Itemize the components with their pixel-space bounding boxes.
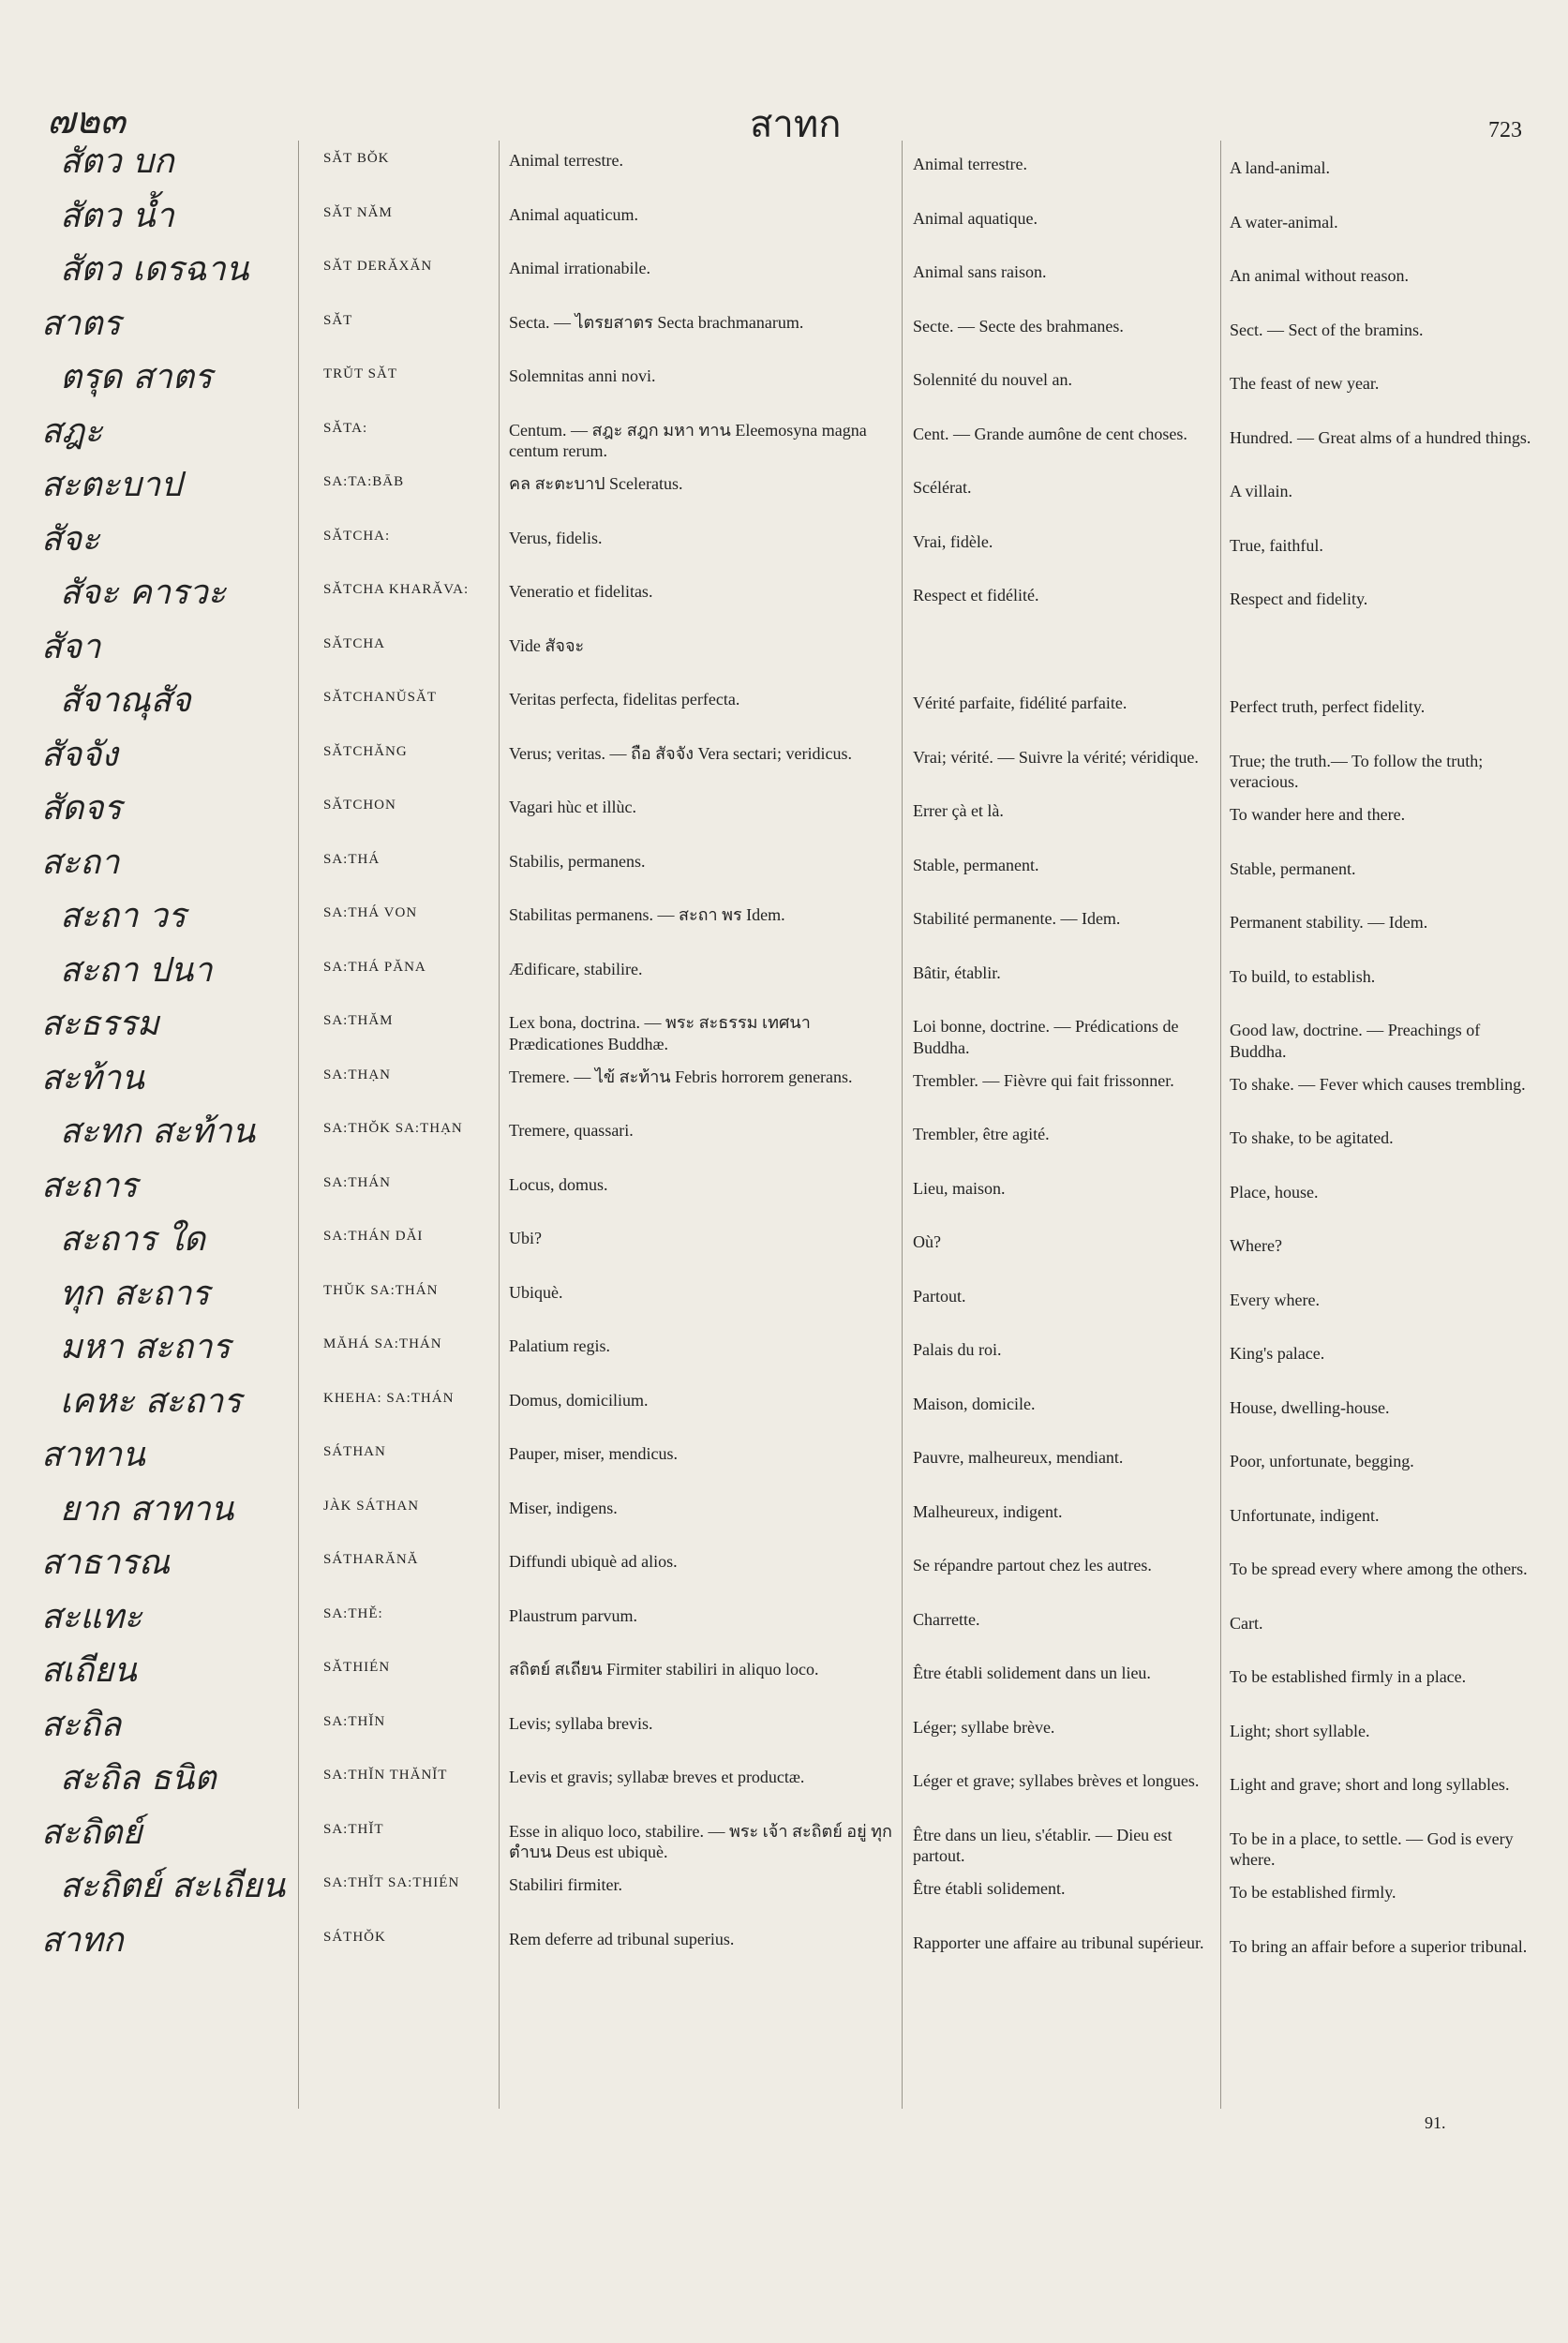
latin-definition: Animal terrestre.: [509, 151, 623, 170]
entry-row: [0, 1432, 1568, 1486]
entry-row: [0, 893, 1568, 948]
english-definition: Light; short syllable.: [1230, 1721, 1370, 1740]
latin-definition: Palatium regis.: [509, 1336, 610, 1355]
entry-row: [0, 516, 1568, 571]
entry-row: [0, 462, 1568, 516]
romanization: SǍT DERǍXǍN: [323, 259, 433, 274]
entry-list: [0, 139, 1568, 1971]
romanization: SǍTCHA KHARǍVA:: [323, 582, 470, 597]
romanization: SA:THĚ:: [323, 1605, 383, 1621]
english-definition: Sect. — Sect of the bramins.: [1230, 320, 1424, 339]
english-definition: Hundred. — Great alms of a hundred things.: [1230, 427, 1531, 447]
entry-row: [0, 840, 1568, 894]
romanization: SA:THĂM: [323, 1013, 394, 1028]
french-definition: Partout.: [913, 1286, 966, 1306]
french-definition: Être dans un lieu, s'établir. — Dieu est partout.: [913, 1825, 1172, 1865]
romanization: SǍTCHĂNG: [323, 743, 408, 759]
romanization: SǍT NǍM: [323, 204, 393, 220]
thai-headword: สาธารณ: [41, 1544, 171, 1582]
entry-row: [0, 1109, 1568, 1163]
romanization: JÀK SÁTHAN: [323, 1498, 420, 1514]
romanization: SÁTHAN: [323, 1444, 386, 1459]
entry-row: [0, 1702, 1568, 1756]
entry-row: [0, 354, 1568, 409]
french-definition: Charrette.: [913, 1609, 980, 1629]
latin-definition: Levis; syllaba brevis.: [509, 1713, 653, 1733]
french-definition: Scélérat.: [913, 478, 972, 497]
entry-row: [0, 301, 1568, 355]
latin-definition: Animal aquaticum.: [509, 204, 638, 224]
english-definition: Where?: [1230, 1236, 1282, 1255]
english-definition: Place, house.: [1230, 1182, 1319, 1201]
english-definition: A water-animal.: [1230, 212, 1338, 231]
entry-row: [0, 785, 1568, 840]
french-definition: Solennité du nouvel an.: [913, 370, 1072, 389]
latin-definition: Miser, indigens.: [509, 1498, 618, 1517]
english-definition: A villain.: [1230, 482, 1292, 500]
french-definition: Rapporter une affaire au tribunal supérieur.: [913, 1933, 1204, 1952]
romanization: SA:THÁ VON: [323, 905, 418, 920]
entry-row: [0, 1918, 1568, 1972]
romanization: SǍTHIÉN: [323, 1660, 391, 1675]
entry-row: [0, 1324, 1568, 1379]
entry-row: [0, 1271, 1568, 1325]
romanization: SǍTA:: [323, 420, 368, 436]
latin-definition: Vagari hùc et illùc.: [509, 798, 636, 816]
entry-row: [0, 1755, 1568, 1810]
entry-row: [0, 409, 1568, 463]
english-definition: Respect and fidelity.: [1230, 589, 1368, 608]
french-definition: Lieu, maison.: [913, 1178, 1006, 1198]
thai-headword: สัตว บก: [60, 142, 174, 181]
thai-headword: สะธรรม: [41, 1005, 159, 1043]
romanization: MĂHÁ SA:THÁN: [323, 1336, 442, 1351]
entry-row: [0, 1810, 1568, 1869]
latin-definition: Veritas perfecta, fidelitas perfecta.: [509, 690, 740, 709]
french-definition: Secte. — Secte des brahmanes.: [913, 316, 1124, 336]
romanization: SǍTCHON: [323, 798, 396, 813]
latin-definition: Tremere, quassari.: [509, 1121, 634, 1140]
romanization: SA:THÁN: [323, 1174, 392, 1190]
latin-definition: Stabiliri firmiter.: [509, 1875, 622, 1894]
latin-definition: Tremere. — ไข้ สะท้าน Febris horrorem generans.: [509, 1067, 853, 1086]
english-definition: Cart.: [1230, 1613, 1263, 1633]
english-definition: Stable, permanent.: [1230, 858, 1356, 878]
romanization: SA:THẠN: [323, 1067, 392, 1082]
latin-definition: Solemnitas anni novi.: [509, 366, 656, 385]
entry-row: [0, 139, 1568, 193]
latin-definition: Esse in aliquo loco, stabilire. — พระ เจ้า สะถิตย์ อยู่ ทุก ตำบน Deus est ubiquè.: [509, 1821, 892, 1861]
thai-headword: สะถิตย์: [41, 1813, 142, 1852]
thai-headword: ทุก สะถาร: [60, 1274, 210, 1313]
romanization: SǍTCHANŬSǍT: [323, 690, 438, 705]
page-number-thai: ๗๒๓: [47, 99, 126, 142]
thai-headword: สัจจัง: [41, 735, 118, 774]
thai-headword: ยาก สาทาน: [60, 1489, 234, 1529]
latin-definition: สถิตย์ สเถียน Firmiter stabiliri in aliquo loco.: [509, 1660, 819, 1679]
latin-definition: Locus, domus.: [509, 1174, 608, 1194]
french-definition: Malheureux, indigent.: [913, 1501, 1063, 1521]
latin-definition: Verus, fidelis.: [509, 528, 603, 547]
romanization: SA:THÁ: [323, 851, 381, 867]
latin-definition: Secta. — ไตรยสาตร Secta brachmanarum.: [509, 312, 804, 332]
french-definition: Vérité parfaite, fidélité parfaite.: [913, 694, 1127, 712]
romanization: KHEHA: SA:THÁN: [323, 1390, 455, 1406]
romanization: SÁTHŎK: [323, 1929, 386, 1945]
french-definition: Loi bonne, doctrine. — Prédications de Buddha.: [913, 1017, 1179, 1057]
french-definition: Animal sans raison.: [913, 262, 1047, 281]
english-definition: A land-animal.: [1230, 158, 1330, 177]
thai-headword: สาตร: [41, 304, 121, 343]
thai-headword: สะถา วร: [60, 897, 187, 935]
entry-row: [0, 1540, 1568, 1594]
french-definition: Palais du roi.: [913, 1340, 1002, 1359]
french-definition: Où?: [913, 1232, 941, 1251]
french-definition: Vrai; vérité. — Suivre la vérité; véridique.: [913, 747, 1199, 767]
french-definition: Bâtir, établir.: [913, 963, 1001, 982]
english-definition: Every where.: [1230, 1290, 1320, 1309]
romanization: SA:THÁN DǍI: [323, 1229, 424, 1244]
entry-row: [0, 193, 1568, 247]
english-definition: Poor, unfortunate, begging.: [1230, 1452, 1414, 1470]
english-definition: Perfect truth, perfect fidelity.: [1230, 697, 1426, 716]
thai-headword: สะถาร: [41, 1166, 138, 1205]
thai-headword: มหา สะถาร: [60, 1328, 231, 1366]
french-definition: Être établi solidement dans un lieu.: [913, 1664, 1151, 1682]
page-number: 723: [1488, 118, 1522, 142]
latin-definition: Pauper, miser, mendicus.: [509, 1444, 679, 1463]
latin-definition: Domus, domicilium.: [509, 1390, 649, 1410]
thai-headword: สัจะ คารวะ: [60, 574, 227, 612]
romanization: TRŬT SǍT: [323, 366, 397, 381]
english-definition: To be established firmly.: [1230, 1883, 1396, 1902]
thai-headword: สาทก: [41, 1920, 124, 1960]
thai-headword: สะถิล ธนิต: [60, 1759, 217, 1798]
entry-row: [0, 1163, 1568, 1217]
latin-definition: คล สะตะบาป Sceleratus.: [509, 474, 683, 493]
french-definition: Maison, domicile.: [913, 1394, 1036, 1413]
latin-definition: Vide สัจจะ: [509, 635, 585, 655]
romanization: SA:THǏT SA:THIÉN: [323, 1875, 460, 1890]
french-definition: Animal aquatique.: [913, 208, 1038, 228]
romanization: SA:TA:BĀB: [323, 474, 405, 489]
french-definition: Respect et fidélité.: [913, 586, 1039, 604]
english-definition: Unfortunate, indigent.: [1230, 1505, 1380, 1525]
latin-definition: Levis et gravis; syllabæ breves et productæ.: [509, 1768, 805, 1786]
entry-row: [0, 570, 1568, 624]
thai-headword: สะถา ปนา: [60, 950, 213, 990]
thai-headword: เคหะ สะถาร: [60, 1381, 242, 1421]
french-definition: Trembler, être agité.: [913, 1125, 1050, 1143]
french-definition: Vrai, fidèle.: [913, 531, 993, 551]
page-headword: สาทก: [750, 103, 842, 146]
thai-headword: สะถิตย์ สะเถียน: [60, 1867, 286, 1905]
romanization: SǍTCHA:: [323, 528, 391, 544]
entry-row: [0, 1594, 1568, 1649]
thai-headword: สะแทะ: [41, 1597, 142, 1636]
thai-headword: สัจา: [41, 627, 101, 666]
entry-row: [0, 678, 1568, 732]
romanization: THŬK SA:THÁN: [323, 1282, 439, 1298]
romanization: SA:THÁ PĂNA: [323, 959, 426, 975]
english-definition: To build, to establish.: [1230, 966, 1376, 986]
latin-definition: Veneratio et fidelitas.: [509, 582, 653, 601]
french-definition: Cent. — Grande aumône de cent choses.: [913, 424, 1187, 443]
entry-row: [0, 732, 1568, 791]
thai-headword: สะถาร ใด: [60, 1220, 206, 1259]
english-definition: The feast of new year.: [1230, 374, 1380, 393]
french-definition: Pauvre, malheureux, mendiant.: [913, 1448, 1124, 1467]
thai-headword: สะท้าน: [41, 1058, 144, 1097]
french-definition: Léger; syllabe brève.: [913, 1717, 1055, 1737]
thai-headword: สเถียน: [41, 1651, 137, 1690]
romanization: SA:THǏN THĂNǏT: [323, 1768, 448, 1783]
english-definition: To shake, to be agitated.: [1230, 1128, 1394, 1147]
french-definition: Animal terrestre.: [913, 155, 1027, 173]
english-definition: King's palace.: [1230, 1344, 1325, 1363]
latin-definition: Lex bona, doctrina. — พระ สะธรรม เทศนา Prædicationes Buddhæ.: [509, 1013, 811, 1053]
latin-definition: Diffundi ubiquè ad alios.: [509, 1552, 678, 1571]
thai-headword: สัจาณุสัจ: [60, 681, 191, 720]
romanization: SA:THǏN: [323, 1713, 386, 1729]
latin-definition: Centum. — สฎะ สฎก มหา ทาน Eleemosyna magna centum rerum.: [509, 420, 867, 460]
romanization: SÁTHARĂNĂ: [323, 1552, 419, 1567]
french-definition: Stabilité permanente. — Idem.: [913, 909, 1121, 928]
latin-definition: Verus; veritas. — ถือ สัจจัง Vera sectari; veridicus.: [509, 743, 852, 763]
english-definition: Permanent stability. — Idem.: [1230, 913, 1428, 932]
entry-row: [0, 1486, 1568, 1541]
latin-definition: Ubiquè.: [509, 1282, 563, 1302]
entry-row: [0, 246, 1568, 301]
romanization: SA:THŎK SA:THẠN: [323, 1121, 463, 1136]
thai-headword: สัตว น้ำ: [60, 196, 174, 235]
english-definition: True; the truth.— To follow the truth; veracious.: [1230, 751, 1484, 791]
entry-row: [0, 948, 1568, 1002]
entry-row: [0, 1379, 1568, 1433]
english-definition: To be in a place, to settle. — God is every where.: [1230, 1828, 1514, 1869]
romanization: SǍT: [323, 312, 353, 328]
english-definition: An animal without reason.: [1230, 266, 1409, 285]
thai-headword: ตรุด สาตร: [60, 358, 213, 396]
entry-row: [0, 1055, 1568, 1110]
entry-row: [0, 1001, 1568, 1061]
french-definition: Se répandre partout chez les autres.: [913, 1556, 1152, 1574]
entry-row: [0, 624, 1568, 679]
french-definition: Léger et grave; syllabes brèves et longues.: [913, 1771, 1200, 1790]
thai-headword: สะตะบาป: [41, 466, 182, 504]
english-definition: To shake. — Fever which causes trembling.: [1230, 1074, 1526, 1094]
latin-definition: Plaustrum parvum.: [509, 1605, 637, 1625]
english-definition: Light and grave; short and long syllables.: [1230, 1775, 1510, 1794]
french-definition: Être établi solidement.: [913, 1879, 1066, 1898]
english-definition: To be established firmly in a place.: [1230, 1667, 1467, 1686]
latin-definition: Ædificare, stabilire.: [509, 959, 643, 978]
french-definition: Errer çà et là.: [913, 801, 1004, 820]
romanization: SǍT BŎK: [323, 151, 390, 166]
romanization: SǍTCHA: [323, 635, 386, 651]
english-definition: True, faithful.: [1230, 535, 1323, 555]
latin-definition: Stabilitas permanens. — สะถา พร Idem.: [509, 905, 785, 924]
thai-headword: สาทาน: [41, 1436, 145, 1474]
thai-headword: สะทก สะท้าน: [60, 1112, 256, 1151]
thai-headword: สัจะ: [41, 519, 100, 559]
thai-headword: สะถิล: [41, 1705, 122, 1744]
latin-definition: Rem deferre ad tribunal superius.: [509, 1929, 735, 1948]
latin-definition: Ubi?: [509, 1229, 542, 1247]
thai-headword: สัดจร: [41, 789, 122, 828]
english-definition: To wander here and there.: [1230, 805, 1406, 824]
latin-definition: Animal irrationabile.: [509, 259, 650, 277]
romanization: SA:THǏT: [323, 1821, 384, 1837]
signature-mark: 91.: [1425, 2113, 1446, 2132]
thai-headword: สฎะ: [41, 411, 103, 451]
thai-headword: สัตว เดรฉาน: [60, 250, 249, 289]
thai-headword: สะถา: [41, 843, 120, 882]
entry-row: [0, 1863, 1568, 1918]
english-definition: Good law, doctrine. — Preachings of Buddha.: [1230, 1021, 1481, 1061]
latin-definition: Stabilis, permanens.: [509, 851, 646, 871]
french-definition: Stable, permanent.: [913, 855, 1039, 874]
english-definition: House, dwelling-house.: [1230, 1397, 1390, 1417]
entry-row: [0, 1648, 1568, 1702]
english-definition: To bring an affair before a superior tribunal.: [1230, 1936, 1528, 1956]
english-definition: To be spread every where among the others.: [1230, 1560, 1528, 1578]
french-definition: Trembler. — Fièvre qui fait frissonner.: [913, 1070, 1174, 1090]
entry-row: [0, 1216, 1568, 1271]
